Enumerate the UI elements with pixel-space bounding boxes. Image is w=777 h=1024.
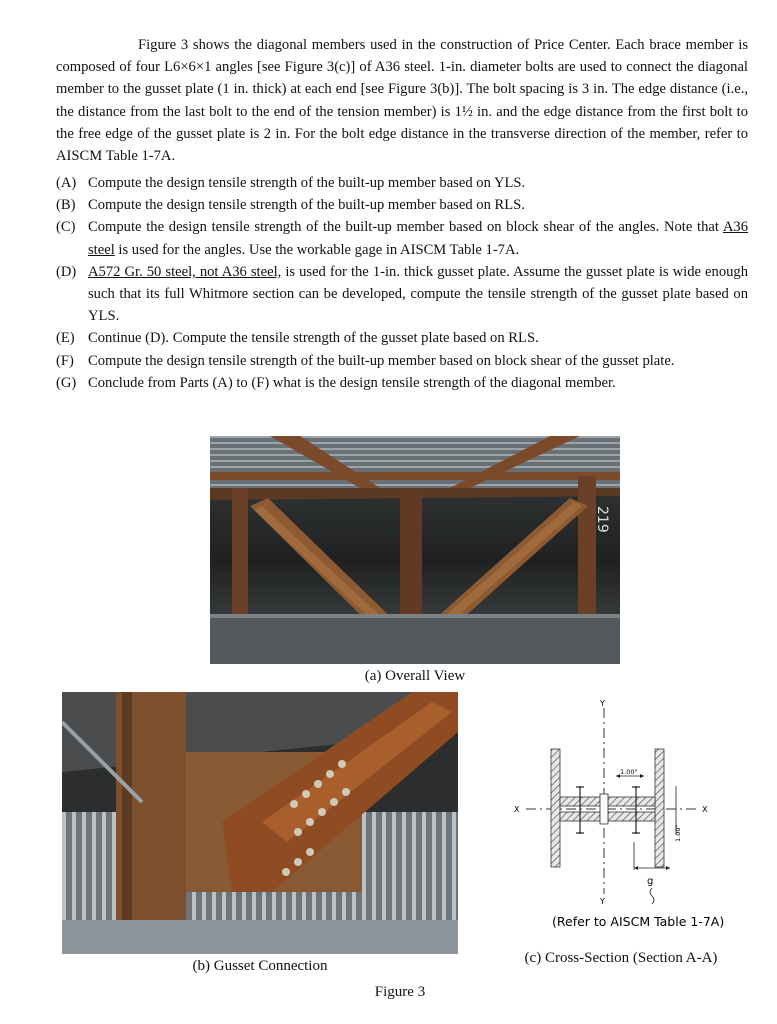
part-e: (E) Continue (D). Compute the tensile strength of the gusset plate based on RLS. [56, 330, 539, 347]
axis-x-left: X [514, 805, 520, 814]
refer-note: (Refer to AISCM Table 1-7A) [552, 914, 725, 929]
figure-title: Figure 3 [374, 984, 426, 1000]
caption-gusset-connection: (b) Gusset Connection [192, 958, 328, 974]
parts-list [56, 172, 748, 394]
overall-view-photo [210, 436, 620, 664]
axis-y-bottom: Y [600, 897, 605, 906]
part-f: (F) Compute the design tensile strength of the built-up member based on block shear of the gusset plate. [56, 352, 675, 369]
part-b: (B) Compute the design tensile strength of the built-up member based on RLS. [56, 197, 525, 214]
part-d: (D) A572 Gr. 50 steel, not A36 steel, is used for the 1-in. thick gusset plate. Assume the gusset plate is wide enough such that its full Whitmore section can be developed, compute the tensile strength of the gusset plate based on YLS. [56, 263, 749, 325]
gusset-connection-photo [62, 692, 458, 954]
cross-section-drawing [494, 694, 744, 929]
dim-top-label: 1.00" [620, 768, 638, 776]
axis-y-top: Y [600, 699, 605, 708]
intro-paragraph [56, 34, 748, 167]
dim-side-label: 1.00" [674, 824, 682, 842]
intro-text: Figure 3 shows the diagonal members used in the construction of Price Center. Each brace member is composed of four L6×6×1 angles [see Figure 3(c)] of A36 steel. 1-in. diameter bolts are used to connect the diagonal member to the gusset plate (1 in. thick) at each end [see Figure 3(b)]. The bolt spacing is 3 in. The edge distance (i.e., the distance from the last bolt to the end of the tension member) is 1½ in. and the edge distance from the first bolt to the free edge of the gusset plate is 2 in. For the bolt edge distance in the transverse direction of the member, refer to AISCM Table 1-7A. [56, 37, 748, 165]
caption-cross-section: (c) Cross-Section (Section A-A) [524, 950, 718, 966]
part-g: (G) Conclude from Parts (A) to (F) what is the design tensile strength of the diagonal member. [56, 374, 616, 391]
photo-marking: 219 [594, 506, 610, 533]
caption-overall-view: (a) Overall View [364, 668, 466, 684]
part-c: (C) Compute the design tensile strength of the built-up member based on block shear of the angles. Note that A36 steel is used for the angles. Use the workable gage in AISCM Table 1-7A. [56, 219, 748, 258]
part-a: (A) Compute the design tensile strength of the built-up member based on YLS. [56, 175, 526, 191]
axis-x-right: X [702, 805, 708, 814]
gage-label: g [647, 876, 654, 887]
